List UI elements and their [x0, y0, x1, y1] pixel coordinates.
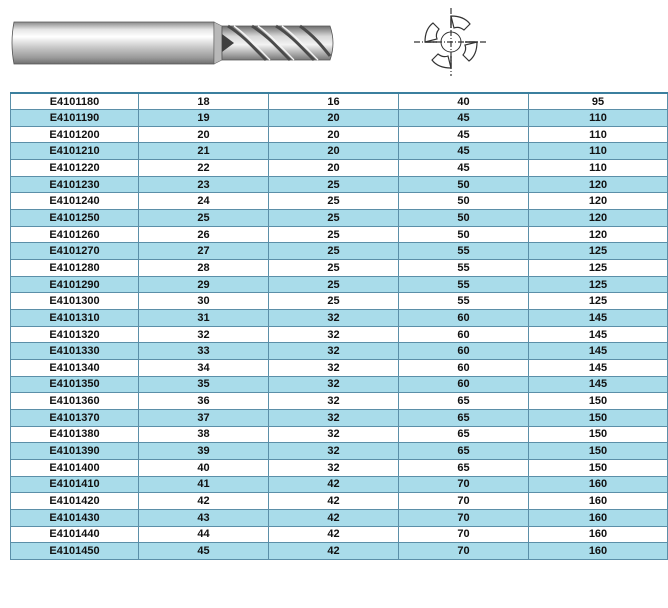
spec-value-cell: 70: [399, 543, 529, 560]
table-row: [11, 260, 668, 277]
part-number-cell: E4101410: [11, 476, 139, 493]
spec-value-cell: 32: [139, 326, 269, 343]
table-row: [11, 326, 668, 343]
part-number-cell: E4101230: [11, 176, 139, 193]
table-row: [11, 543, 668, 560]
table-row: [11, 193, 668, 210]
part-number-cell: E4101250: [11, 210, 139, 227]
table-row: [11, 310, 668, 327]
table-row: [11, 126, 668, 143]
spec-value-cell: 25: [269, 226, 399, 243]
table-row: [11, 293, 668, 310]
table-row: [11, 509, 668, 526]
spec-value-cell: 70: [399, 493, 529, 510]
spec-value-cell: 32: [269, 443, 399, 460]
part-number-cell: E4101340: [11, 360, 139, 377]
spec-value-cell: 40: [399, 93, 529, 110]
spec-value-cell: 145: [529, 343, 668, 360]
spec-value-cell: 22: [139, 160, 269, 177]
table-row: [11, 443, 668, 460]
spec-value-cell: 25: [269, 293, 399, 310]
product-header: [0, 0, 668, 92]
spec-value-cell: 50: [399, 193, 529, 210]
spec-value-cell: 25: [269, 243, 399, 260]
spec-value-cell: 42: [269, 509, 399, 526]
spec-value-cell: 20: [269, 160, 399, 177]
spec-value-cell: 65: [399, 459, 529, 476]
spec-value-cell: 43: [139, 509, 269, 526]
table-row: [11, 226, 668, 243]
spec-value-cell: 40: [139, 459, 269, 476]
part-number-cell: E4101270: [11, 243, 139, 260]
spec-value-cell: 32: [269, 459, 399, 476]
spec-value-cell: 160: [529, 543, 668, 560]
spec-value-cell: 120: [529, 226, 668, 243]
spec-value-cell: 120: [529, 210, 668, 227]
spec-value-cell: 32: [269, 409, 399, 426]
spec-value-cell: 45: [399, 110, 529, 127]
spec-value-cell: 55: [399, 243, 529, 260]
spec-value-cell: 160: [529, 509, 668, 526]
table-row: [11, 493, 668, 510]
spec-value-cell: 120: [529, 193, 668, 210]
spec-value-cell: 60: [399, 343, 529, 360]
spec-value-cell: 19: [139, 110, 269, 127]
table-row: [11, 343, 668, 360]
spec-value-cell: 55: [399, 293, 529, 310]
spec-value-cell: 120: [529, 176, 668, 193]
spec-value-cell: 16: [269, 93, 399, 110]
table-row: [11, 476, 668, 493]
part-number-cell: E4101420: [11, 493, 139, 510]
table-row: [11, 176, 668, 193]
spec-value-cell: 42: [269, 493, 399, 510]
spec-value-cell: 32: [269, 426, 399, 443]
spec-value-cell: 45: [139, 543, 269, 560]
spec-value-cell: 65: [399, 443, 529, 460]
spec-value-cell: 32: [269, 343, 399, 360]
table-row: [11, 376, 668, 393]
spec-value-cell: 21: [139, 143, 269, 160]
spec-value-cell: 37: [139, 409, 269, 426]
spec-value-cell: 150: [529, 393, 668, 410]
part-number-cell: E4101370: [11, 409, 139, 426]
spec-value-cell: 110: [529, 160, 668, 177]
part-number-cell: E4101360: [11, 393, 139, 410]
table-row: [11, 143, 668, 160]
spec-value-cell: 25: [139, 210, 269, 227]
spec-value-cell: 28: [139, 260, 269, 277]
spec-value-cell: 42: [269, 543, 399, 560]
table-row: [11, 276, 668, 293]
spec-value-cell: 42: [269, 526, 399, 543]
spec-value-cell: 125: [529, 260, 668, 277]
spec-value-cell: 65: [399, 426, 529, 443]
spec-value-cell: 26: [139, 226, 269, 243]
spec-value-cell: 23: [139, 176, 269, 193]
spec-value-cell: 110: [529, 143, 668, 160]
spec-value-cell: 42: [269, 476, 399, 493]
spec-value-cell: 60: [399, 326, 529, 343]
spec-value-cell: 160: [529, 493, 668, 510]
spec-value-cell: 65: [399, 393, 529, 410]
part-number-cell: E4101190: [11, 110, 139, 127]
spec-value-cell: 70: [399, 526, 529, 543]
end-mill-tool-icon: [8, 8, 340, 78]
table-row: [11, 360, 668, 377]
spec-value-cell: 150: [529, 443, 668, 460]
part-number-cell: E4101210: [11, 143, 139, 160]
spec-value-cell: 45: [399, 143, 529, 160]
spec-value-cell: 55: [399, 260, 529, 277]
spec-value-cell: 32: [269, 326, 399, 343]
spec-value-cell: 27: [139, 243, 269, 260]
table-row: [11, 426, 668, 443]
part-number-cell: E4101440: [11, 526, 139, 543]
spec-value-cell: 34: [139, 360, 269, 377]
spec-value-cell: 42: [139, 493, 269, 510]
part-number-cell: E4101320: [11, 326, 139, 343]
spec-value-cell: 110: [529, 110, 668, 127]
spec-value-cell: 32: [269, 376, 399, 393]
spec-value-cell: 125: [529, 243, 668, 260]
spec-value-cell: 125: [529, 293, 668, 310]
spec-value-cell: 25: [269, 176, 399, 193]
spec-value-cell: 33: [139, 343, 269, 360]
spec-value-cell: 44: [139, 526, 269, 543]
spec-value-cell: 18: [139, 93, 269, 110]
table-row: [11, 110, 668, 127]
spec-value-cell: 29: [139, 276, 269, 293]
spec-value-cell: 39: [139, 443, 269, 460]
part-number-cell: E4101220: [11, 160, 139, 177]
spec-table-body: [11, 93, 668, 559]
table-row: [11, 526, 668, 543]
spec-value-cell: 20: [269, 143, 399, 160]
spec-value-cell: 32: [269, 310, 399, 327]
part-number-cell: E4101310: [11, 310, 139, 327]
spec-value-cell: 25: [269, 276, 399, 293]
four-flute-cross-section-icon: [412, 6, 490, 78]
spec-value-cell: 20: [269, 126, 399, 143]
spec-value-cell: 50: [399, 226, 529, 243]
spec-value-cell: 55: [399, 276, 529, 293]
part-number-cell: E4101350: [11, 376, 139, 393]
part-number-cell: E4101330: [11, 343, 139, 360]
spec-value-cell: 145: [529, 360, 668, 377]
spec-value-cell: 20: [269, 110, 399, 127]
part-number-cell: E4101390: [11, 443, 139, 460]
spec-value-cell: 65: [399, 409, 529, 426]
table-row: [11, 93, 668, 110]
spec-value-cell: 35: [139, 376, 269, 393]
part-number-cell: E4101380: [11, 426, 139, 443]
spec-value-cell: 41: [139, 476, 269, 493]
spec-value-cell: 160: [529, 526, 668, 543]
spec-value-cell: 32: [269, 360, 399, 377]
spec-value-cell: 25: [269, 260, 399, 277]
table-row: [11, 160, 668, 177]
part-number-cell: E4101400: [11, 459, 139, 476]
table-row: [11, 459, 668, 476]
table-row: [11, 243, 668, 260]
spec-value-cell: 60: [399, 360, 529, 377]
part-number-cell: E4101290: [11, 276, 139, 293]
table-row: [11, 210, 668, 227]
table-row: [11, 393, 668, 410]
spec-value-cell: 31: [139, 310, 269, 327]
part-number-cell: E4101240: [11, 193, 139, 210]
spec-value-cell: 45: [399, 160, 529, 177]
spec-value-cell: 145: [529, 376, 668, 393]
table-row: [11, 409, 668, 426]
part-number-cell: E4101430: [11, 509, 139, 526]
spec-value-cell: 32: [269, 393, 399, 410]
part-number-cell: E4101180: [11, 93, 139, 110]
spec-value-cell: 150: [529, 459, 668, 476]
part-number-cell: E4101200: [11, 126, 139, 143]
spec-value-cell: 70: [399, 509, 529, 526]
spec-value-cell: 45: [399, 126, 529, 143]
spec-value-cell: 125: [529, 276, 668, 293]
spec-value-cell: 30: [139, 293, 269, 310]
spec-value-cell: 150: [529, 409, 668, 426]
spec-value-cell: 150: [529, 426, 668, 443]
spec-value-cell: 60: [399, 376, 529, 393]
spec-value-cell: 25: [269, 210, 399, 227]
spec-value-cell: 95: [529, 93, 668, 110]
spec-value-cell: 24: [139, 193, 269, 210]
spec-value-cell: 36: [139, 393, 269, 410]
spec-value-cell: 50: [399, 210, 529, 227]
part-number-cell: E4101300: [11, 293, 139, 310]
spec-value-cell: 60: [399, 310, 529, 327]
spec-value-cell: 160: [529, 476, 668, 493]
spec-value-cell: 38: [139, 426, 269, 443]
spec-value-cell: 70: [399, 476, 529, 493]
spec-value-cell: 145: [529, 326, 668, 343]
part-number-cell: E4101450: [11, 543, 139, 560]
spec-value-cell: 50: [399, 176, 529, 193]
spec-value-cell: 110: [529, 126, 668, 143]
spec-value-cell: 145: [529, 310, 668, 327]
spec-value-cell: 20: [139, 126, 269, 143]
part-number-cell: E4101260: [11, 226, 139, 243]
part-number-cell: E4101280: [11, 260, 139, 277]
spec-value-cell: 25: [269, 193, 399, 210]
spec-table: [10, 92, 668, 560]
